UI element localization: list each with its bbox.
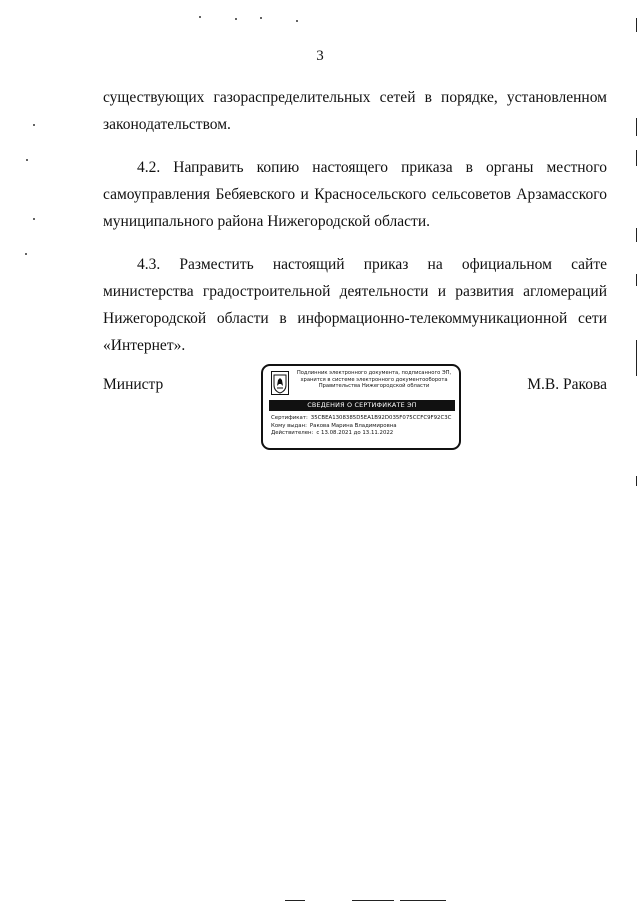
certificate-value: 35CBEA1308385D5EA1B92D035F075CCFC9F92C3C [310,415,452,421]
scan-edge-line [636,118,637,136]
scan-speck [33,124,35,126]
scan-bottom-line [285,900,305,901]
scan-edge-line [636,340,637,376]
scan-speck [199,16,201,18]
signature-block [103,364,607,454]
paragraph-continuation: существующих газораспределительных сетей в порядке, установленном законодательством. [103,89,607,133]
stamp-certificate-row [271,415,457,423]
scan-speck [296,20,298,22]
signatory-role: Министр [103,376,164,393]
scan-edge-line [636,476,637,486]
scan-edge-line [636,228,637,242]
coat-of-arms-icon [271,371,289,395]
document-body [103,84,607,375]
scan-bottom-line [400,900,446,901]
stamp-valid-row [271,430,457,438]
scan-edge-line [636,18,637,32]
paragraph-4-3: 4.3. Разместить настоящий приказ на официальном сайте министерства градостроительной деятельности и развития агломераций Нижегородской области в информационно-телекоммуникационной сети «Интернет». [103,256,607,354]
stamp-note: Подлинник электронного документа, подписанного ЭП, хранится в системе электронного документооборота Правительства Нижегородской области [296,370,452,390]
scan-speck [235,18,237,20]
scan-speck [33,218,35,220]
scan-speck [260,17,262,19]
scan-edge-line [636,274,637,286]
stamp-banner: СВЕДЕНИЯ О СЕРТИФИКАТЕ ЭП [269,400,455,411]
stamp-header [269,370,455,398]
scan-speck [26,159,28,161]
issued-to-value: Ракова Марина Владимировна [309,422,397,429]
page-number: 3 [316,48,324,64]
scan-bottom-line [352,900,394,901]
electronic-signature-stamp [261,364,461,450]
issued-to-label: Кому выдан: [271,422,307,429]
scan-edge-line [636,150,637,166]
valid-value: с 13.08.2021 до 13.11.2022 [316,430,394,437]
valid-label: Действителен: [271,430,314,437]
stamp-details [271,415,457,438]
signatory-name: М.В. Ракова [527,376,607,393]
certificate-label: Сертификат: [271,415,308,421]
scan-speck [25,253,27,255]
paragraph-4-2: 4.2. Направить копию настоящего приказа в органы местного самоуправления Бебяевского и Красносельского сельсоветов Арзамасского муниципального района Нижегородской области. [103,159,607,230]
